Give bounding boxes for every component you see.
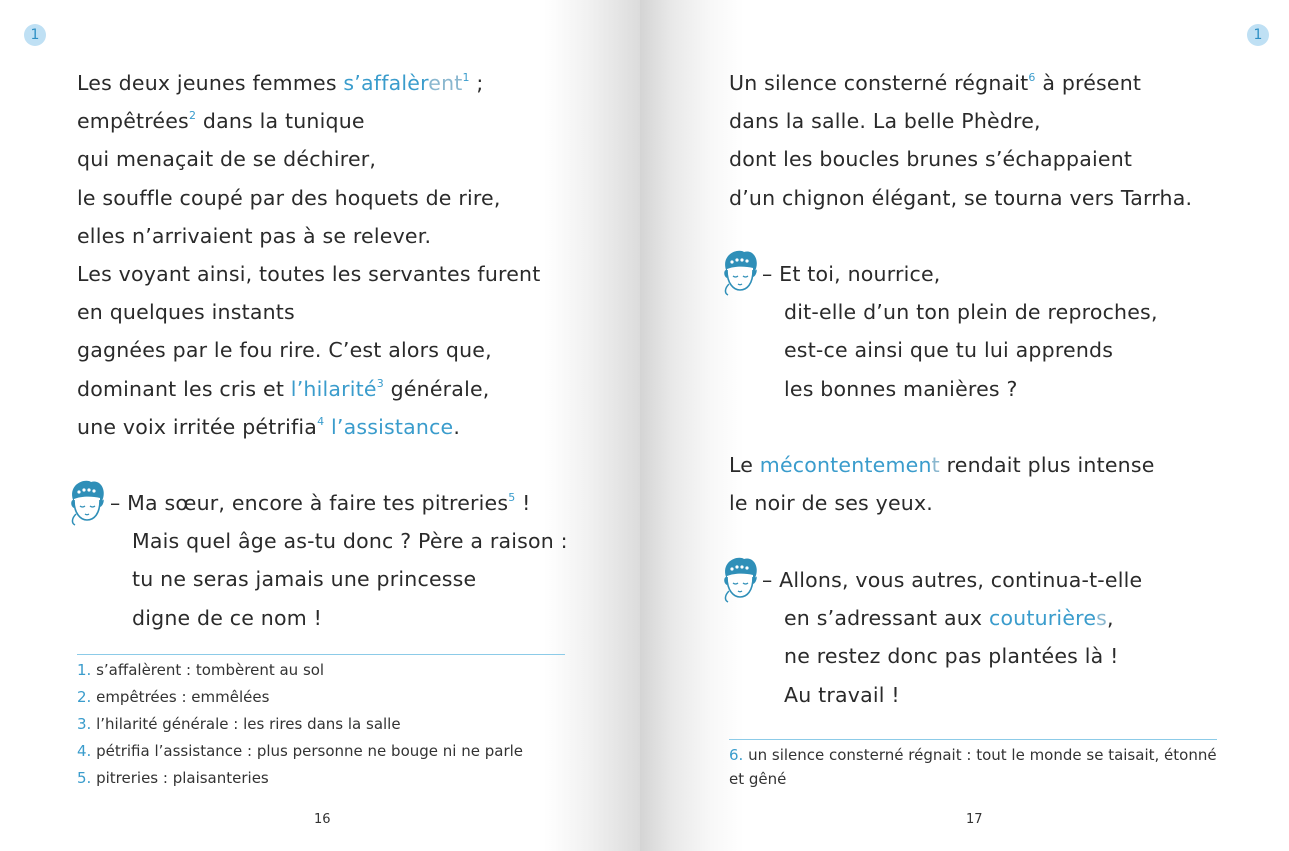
vocab-word-ending: s	[1096, 606, 1108, 631]
footnote-text: s’affalèrent : tombèrent au sol	[96, 661, 325, 679]
text-line	[77, 408, 540, 446]
footnote-item	[729, 742, 1217, 769]
text-line	[729, 64, 1192, 102]
footnote-item	[77, 765, 523, 792]
woman-face-icon	[720, 246, 760, 296]
footnote-number: 4.	[77, 742, 92, 760]
text-segment: à présent	[1035, 71, 1142, 95]
text-line	[729, 446, 1155, 484]
vocab-word: mécontentemen	[759, 453, 932, 477]
text-segment: Les deux jeunes femmes	[77, 71, 344, 95]
footnote-ref: 3	[376, 376, 384, 390]
text-line	[762, 599, 1142, 637]
narrative-paragraph	[729, 64, 1192, 217]
text-segment: une voix irritée pétrifia	[77, 414, 318, 439]
text-line: elles n’arrivaient pas à se relever.	[77, 223, 432, 248]
text-segment: dominant les cris et	[77, 376, 291, 401]
text-line: – Allons, vous autres, continua-t-elle	[762, 568, 1143, 592]
narrative-paragraph	[729, 446, 1155, 522]
text-segment: – Ma sœur, encore à faire tes pitreries	[110, 491, 509, 515]
footnote-text: l’hilarité générale : les rires dans la salle	[96, 715, 401, 733]
text-line: ne restez donc pas plantées là !	[784, 644, 1119, 669]
footnote-item	[77, 684, 523, 711]
text-line: digne de ce nom !	[132, 605, 323, 630]
footnote-number: 2.	[77, 688, 92, 706]
text-line: les bonnes manières ?	[784, 376, 1018, 401]
footnote-text: pitreries : plaisanteries	[96, 769, 269, 787]
text-line: tu ne seras jamais une princesse	[132, 567, 477, 592]
footnote-number: 6.	[729, 746, 744, 764]
footnote-number: 1.	[77, 661, 92, 679]
text-line: – Et toi, nourrice,	[762, 262, 941, 286]
woman-face-icon	[720, 553, 760, 603]
text-line: Au travail !	[784, 682, 900, 707]
footnote-item	[77, 738, 523, 765]
vocab-word: couturière	[988, 606, 1097, 631]
text-line: dit-elle d’un ton plein de reproches,	[784, 300, 1158, 325]
footnote-ref: 4	[317, 414, 325, 428]
footnote-ref: 1	[462, 71, 470, 84]
footnote-ref: 6	[1028, 71, 1036, 84]
text-line: d’un chignon élégant, se tourna vers Tarrha.	[729, 185, 1193, 210]
footnote-number: 3.	[77, 715, 92, 733]
text-line: gagnées par le fou rire. C’est alors que,	[77, 338, 492, 363]
text-line: en quelques instants	[77, 300, 295, 325]
dialogue-block	[762, 561, 1142, 714]
footnote-item	[77, 657, 523, 684]
page-number-right: 17	[966, 812, 983, 827]
footnote-item	[77, 711, 523, 738]
vocab-word: l’assistance	[330, 414, 454, 439]
footnote-text: un silence consterné régnait : tout le monde se taisait, étonné	[748, 746, 1217, 764]
text-line: Les voyant ainsi, toutes les servantes furent	[77, 261, 541, 286]
footnote-ref: 2	[188, 109, 197, 123]
text-segment: ,	[1107, 606, 1114, 631]
vocab-word-ending: ent	[428, 71, 463, 95]
left-page	[0, 0, 640, 851]
page-number-left: 16	[314, 812, 331, 827]
text-segment: en s’adressant aux	[784, 606, 989, 631]
text-segment: Le	[729, 453, 760, 477]
right-page	[640, 0, 1289, 851]
dialogue-block	[762, 255, 1158, 408]
text-line: dans la salle. La belle Phèdre,	[729, 109, 1041, 134]
text-line: le noir de ses yeux.	[729, 491, 934, 516]
text-line	[77, 64, 540, 102]
text-line	[77, 370, 540, 408]
vocab-word: s’affalèr	[343, 71, 429, 95]
footnote-number: 5.	[77, 769, 92, 787]
chapter-badge-left: 1	[24, 24, 46, 46]
text-line	[77, 102, 540, 140]
footnote-ref: 5	[508, 491, 516, 504]
footnote-divider	[729, 739, 1217, 740]
text-line: Mais quel âge as-tu donc ? Père a raison :	[132, 529, 568, 554]
chapter-badge-right: 1	[1247, 24, 1269, 46]
text-line	[110, 484, 568, 522]
text-segment: !	[515, 491, 531, 515]
vocab-word-ending: t	[931, 453, 940, 477]
footnotes-list	[77, 657, 523, 792]
text-segment: Un silence consterné régnait	[729, 71, 1029, 95]
text-segment: générale,	[383, 376, 490, 401]
text-segment: rendait plus intense	[939, 453, 1155, 477]
text-line: qui menaçait de se déchirer,	[77, 147, 377, 172]
text-segment: empêtrées	[77, 109, 189, 134]
footnote-divider	[77, 654, 565, 655]
woman-face-icon	[67, 476, 107, 526]
text-line: est-ce ainsi que tu lui apprends	[784, 338, 1114, 363]
text-segment: ;	[469, 71, 484, 95]
text-segment: .	[453, 414, 461, 439]
text-line: le souffle coupé par des hoquets de rire,	[77, 185, 501, 210]
footnote-text-continued: et gêné	[729, 770, 787, 788]
text-segment: dans la tunique	[196, 109, 365, 134]
footnotes-list	[729, 742, 1217, 789]
dialogue-block	[110, 484, 568, 637]
vocab-word: l’hilarité	[290, 376, 377, 401]
footnote-text: empêtrées : emmêlées	[96, 688, 270, 706]
text-line: dont les boucles brunes s’échappaient	[729, 147, 1133, 172]
footnote-text: pétrifia l’assistance : plus personne ne bouge ni ne parle	[96, 742, 524, 760]
narrative-paragraph	[77, 64, 540, 446]
